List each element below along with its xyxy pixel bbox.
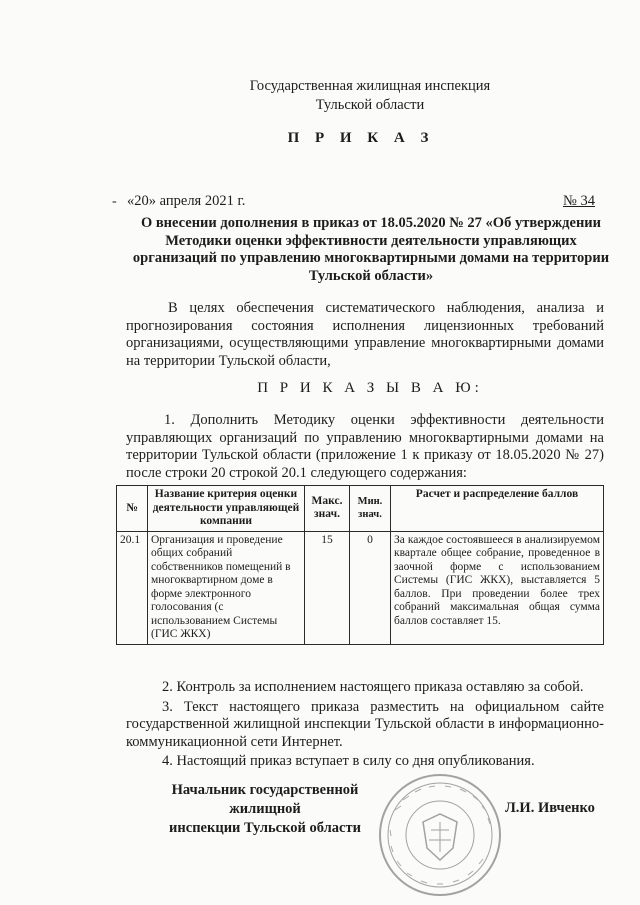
order-items-list bbox=[126, 679, 604, 773]
signatory-position bbox=[140, 781, 390, 838]
cell-max-value: 15 bbox=[305, 531, 350, 644]
signatory-position-line2: инспекции Тульской области bbox=[169, 820, 361, 836]
criteria-table bbox=[116, 485, 604, 645]
cell-min-value: 0 bbox=[350, 531, 391, 644]
preamble-paragraph: В целях обеспечения систематического наблюдения, анализа и прогнозирования состояния исполнения лицензионных требований организациями, осуществляющими управление многоквартирными домами на территории Тульской области, bbox=[126, 300, 604, 369]
signatory-name: Л.И. Ивченко bbox=[505, 800, 595, 816]
header-cell-number: № bbox=[117, 486, 148, 532]
order-item-1: 1. Дополнить Методику оценки эффективности деятельности управляющих организаций по управлению многоквартирными домами на территории Тульской области (приложение 1 к приказу от 18.05.2020 № 27) после строки 20 строкой 20.1 следующего содержания: bbox=[126, 412, 604, 481]
official-seal bbox=[365, 770, 515, 900]
cell-number: 20.1 bbox=[117, 531, 148, 644]
order-item-4: 4. Настоящий приказ вступает в силу со дня опубликования. bbox=[162, 753, 535, 769]
organization-name-line2: Тульской области bbox=[315, 97, 425, 113]
order-item-2: 2. Контроль за исполнением настоящего приказа оставляю за собой. bbox=[162, 679, 584, 695]
document-date: «20» апреля 2021 г. bbox=[127, 193, 246, 209]
header-cell-min-value: Мин. знач. bbox=[350, 486, 391, 532]
header-cell-max-value: Макс. знач. bbox=[305, 486, 350, 532]
signatory-position-line1: Начальник государственной жилищной bbox=[171, 782, 359, 817]
order-word: П Р И К А З Ы В А Ю: bbox=[257, 380, 483, 396]
table-header-row bbox=[117, 486, 604, 532]
document-heading: О внесении дополнения в приказ от 18.05.2020 № 27 «Об утверждении Методики оценки эффективности деятельности управляющих организаций по управлению многоквартирными домами на территории Тульской области» bbox=[132, 215, 610, 284]
table-row bbox=[117, 531, 604, 644]
document-type-title: П Р И К А З bbox=[287, 130, 435, 146]
cell-calculation: За каждое состоявшееся в анализируемом квартале общее собрание, проведенное в заочной форме с использованием Системы (ГИС ЖКХ), выставляется 5 баллов. При проведении более трех собраний максимальная общая сумма баллов составляет 15. bbox=[391, 531, 604, 644]
order-item-3: 3. Текст настоящего приказа разместить на официальном сайте государственной жилищной инспекции Тульской области в информационно-коммуникационной сети Интернет. bbox=[126, 698, 604, 750]
document-number: № 34 bbox=[563, 193, 595, 209]
header-cell-criterion-name: Название критерия оценки деятельности управляющей компании bbox=[148, 486, 305, 532]
margin-mark: - bbox=[112, 194, 117, 209]
cell-criterion-name: Организация и проведение общих собраний собственников помещений в многоквартирном доме в форме электронного голосования (с использованием Системы (ГИС ЖКХ) bbox=[148, 531, 305, 644]
header-cell-calculation: Расчет и распределение баллов bbox=[391, 486, 604, 532]
organization-name-line1: Государственная жилищная инспекция bbox=[249, 78, 491, 94]
